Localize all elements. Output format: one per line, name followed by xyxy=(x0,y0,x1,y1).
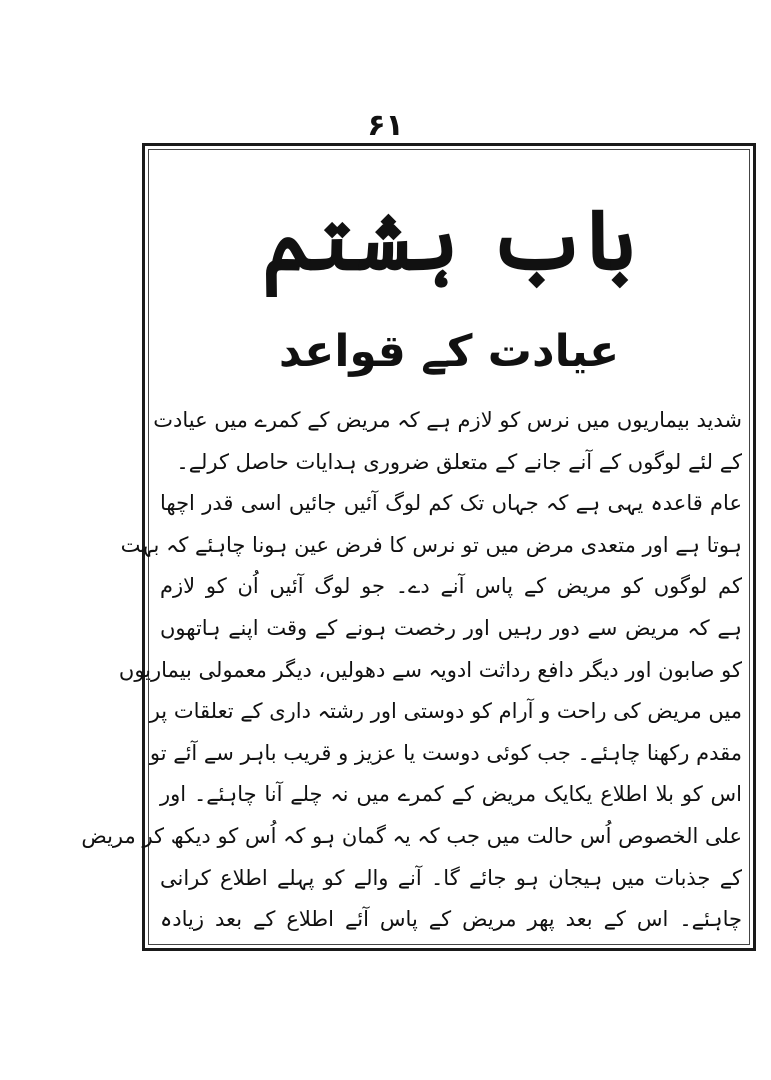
text-line: علی الخصوص اُس حالت میں جب کہ یہ گمان ہو کہ اُس کو دیکھ کر مریض xyxy=(81,823,742,848)
page-number: ۶۱ xyxy=(367,108,404,143)
chapter-title: باب ہشتم xyxy=(262,190,636,289)
text-line: شدید بیماریوں میں نرس کو لازم ہے کہ مریض کے کمرے میں عیادت xyxy=(153,408,742,432)
text-line: کے لئے لوگوں کے آنے جانے کے متعلق ضروری ہدایات حاصل کرلے۔ xyxy=(176,449,742,474)
text-line: کو صابون اور دیگر دافع رداثت ادویہ سے دھولیں، دیگر معمولی بیماریوں xyxy=(118,657,742,682)
text-line: کے جذبات میں ہیجان ہو جائے گا۔ آنے والے کو پہلے اطلاع کرانی xyxy=(160,865,742,890)
text-line: چاہئے۔ اس کے بعد پھر مریض کے پاس آئے اطلاع کے بعد زیادہ xyxy=(160,907,742,932)
text-line: میں مریض کی راحت و آرام کو دوستی اور رشتہ داری کے تعلقات پر xyxy=(149,699,742,724)
text-line: اس کو بلا اطلاع یکایک مریض کے کمرے میں نہ چلے آنا چاہئے۔ اور xyxy=(160,782,742,807)
text-line: کم لوگوں کو مریض کے پاس آنے دے۔ جو لوگ آئیں اُن کو لازم xyxy=(160,574,742,599)
text-line: مقدم رکھنا چاہئے۔ جب کوئی دوست یا عزیز و قریب باہر سے آئے تو xyxy=(149,740,742,765)
text-line: ہوتا ہے اور متعدی مرض میں تو نرس کا فرض عین ہونا چاہئے کہ بہت xyxy=(120,532,742,557)
text-line: عام قاعدہ یہی ہے کہ جہاں تک کم لوگ آئیں جائیں اسی قدر اچھا xyxy=(160,491,742,516)
text-line: ہے کہ مریض سے دور رہیں اور رخصت ہونے کے وقت اپنے ہاتھوں xyxy=(160,615,742,640)
body-text xyxy=(81,400,742,941)
section-title: عیادت کے قواعد xyxy=(278,326,620,377)
